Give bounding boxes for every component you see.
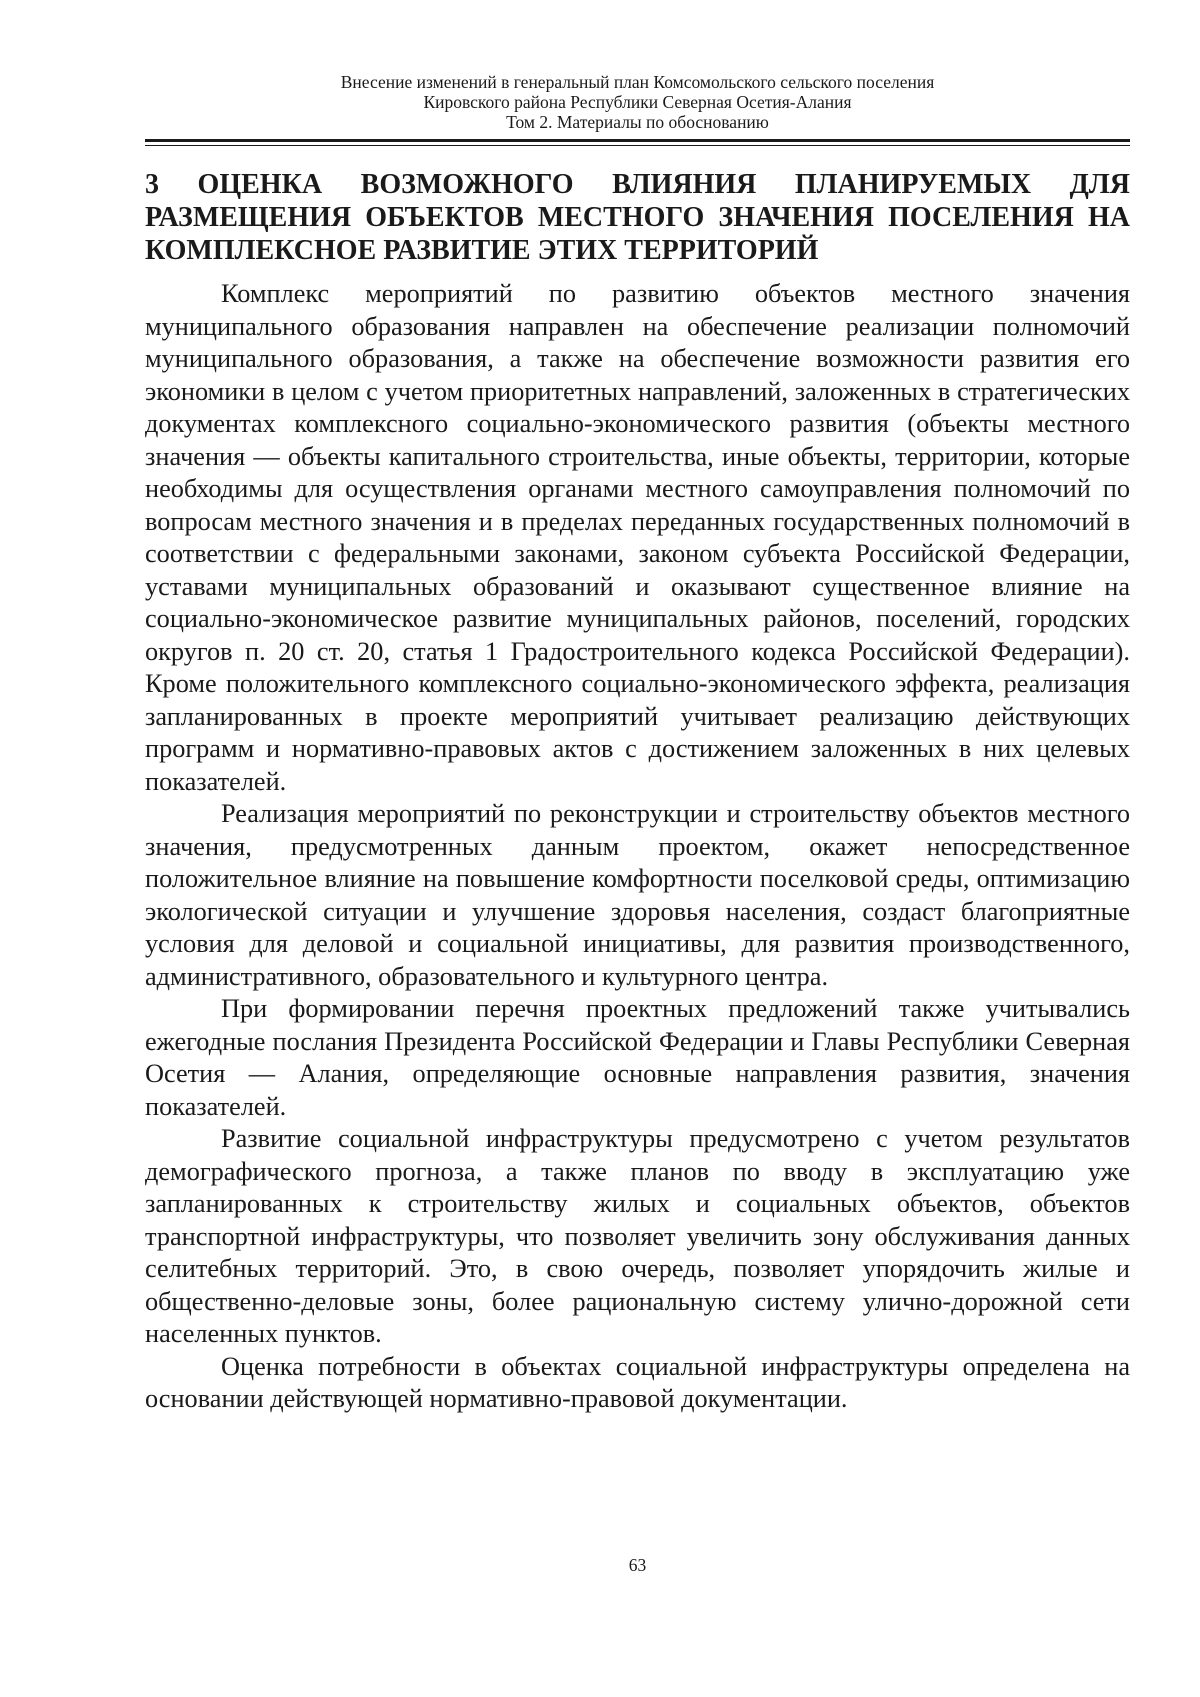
header-divider-thin bbox=[145, 145, 1130, 146]
section-title: 3 ОЦЕНКА ВОЗМОЖНОГО ВЛИЯНИЯ ПЛАНИРУЕМЫХ ДЛЯ РАЗМЕЩЕНИЯ ОБЪЕКТОВ МЕСТНОГО ЗНАЧЕНИЯ ПОСЕЛЕНИЯ НА КОМПЛЕКСНОЕ РАЗВИТИЕ ЭТИХ ТЕРРИТОРИЙ bbox=[145, 169, 1130, 266]
paragraph: Комплекс мероприятий по развитию объектов местного значения муниципального образования направлен на обеспечение реализации полномочий муниципального образования, а также на обеспечение возможности развития его экономики в целом с учетом приоритетных направлений, заложенных в стратегических документах комплексного социально-экономического развития (объекты местного значения — объекты капитального строительства, иные объекты, территории, которые необходимы для осуществления органами местного самоуправления полномочий по вопросам местного значения и в пределах переданных государственных полномочий в соответствии с федеральными законами, законом субъекта Российской Федерации, уставами муниципальных образований и оказывают существенное влияние на социально-экономическое развитие муниципальных районов, поселений, городских округов п. 20 ст. 20, статья 1 Градостроительного кодекса Российской Федерации). Кроме положительного комплексного социально-экономического эффекта, реализация запланированных в проекте мероприятий учитывает реализацию действующих программ и нормативно-правовых актов с достижением заложенных в них целевых показателей. bbox=[145, 279, 1130, 796]
header-line-volume: Том 2. Материалы по обоснованию bbox=[506, 112, 769, 132]
paragraph: Реализация мероприятий по реконструкции и строительству объектов местного значения, предусмотренных данным проектом, окажет непосредственное положительное влияние на повышение комфортности поселковой среды, оптимизацию экологической ситуации и улучшение здоровья населения, создаст благоприятные условия для деловой и социальной инициативы, для развития производственного, административного, образовательного и культурного центра. bbox=[145, 799, 1130, 991]
paragraph: Развитие социальной инфраструктуры предусмотрено с учетом результатов демографического прогноза, а также планов по вводу в эксплуатацию уже запланированных к строительству жилых и социальных объектов, объектов транспортной инфраструктуры, что позволяет увеличить зону обслуживания данных селитебных территорий. Это, в свою очередь, позволяет упорядочить жилые и общественно-деловые зоны, более рациональную систему улично-дорожной сети населенных пунктов. bbox=[145, 1124, 1130, 1348]
header-divider-thick bbox=[145, 139, 1130, 142]
paragraph: При формировании перечня проектных предложений также учитывались ежегодные послания Президента Российской Федерации и Главы Республики Северная Осетия — Алания, определяющие основные направления развития, значения показателей. bbox=[145, 994, 1130, 1121]
header-line-district: Кировского района Республики Северная Осетия-Алания bbox=[423, 92, 852, 112]
page-number: 63 bbox=[628, 1555, 647, 1575]
page-header bbox=[145, 72, 1130, 132]
header-line-document-title: Внесение изменений в генеральный план Комсомольского сельского поселения bbox=[340, 72, 935, 92]
paragraph: Оценка потребности в объектах социальной инфраструктуры определена на основании действующей нормативно-правовой документации. bbox=[145, 1351, 1130, 1413]
body-text bbox=[145, 278, 1130, 1416]
